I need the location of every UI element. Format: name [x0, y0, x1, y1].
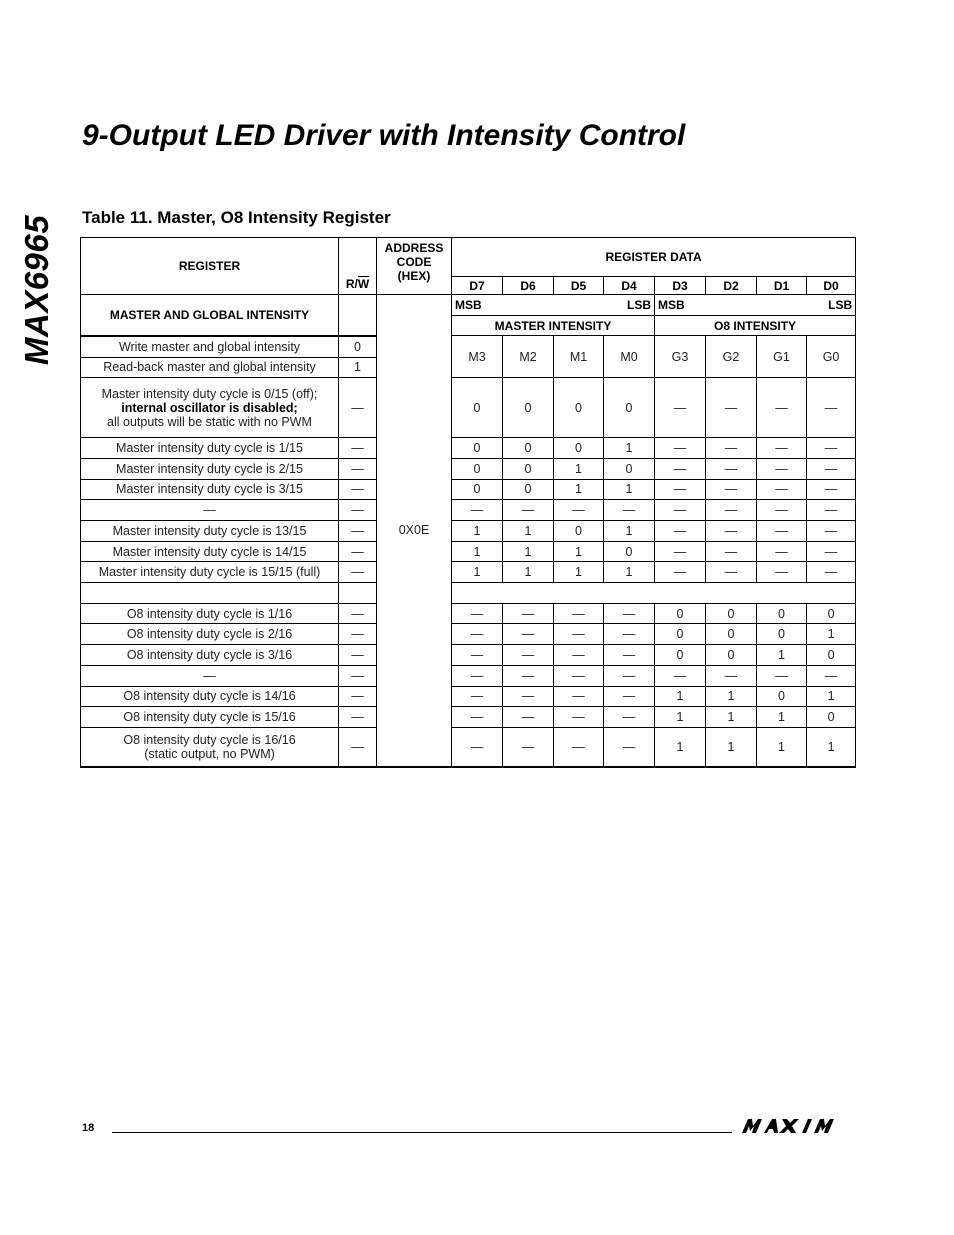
- bit-cell: —: [757, 378, 807, 438]
- row-description-line1: Master intensity duty cycle is 0/15 (off);: [101, 386, 318, 401]
- bit-cell: —: [452, 686, 503, 707]
- bit-cell: —: [706, 521, 757, 542]
- bit-cell: —: [706, 438, 757, 459]
- header-address: [377, 238, 452, 295]
- bit-cell: 0: [706, 603, 757, 624]
- bit-cell: G3: [655, 336, 706, 378]
- header-bit-d0: D0: [807, 277, 856, 295]
- bit-cell: 0: [452, 479, 503, 500]
- row-rw: —: [339, 707, 377, 728]
- row-description: Write master and global intensity: [81, 336, 339, 357]
- bit-cell: —: [554, 645, 604, 666]
- row-description: —: [81, 500, 339, 521]
- bit-cell: —: [503, 727, 554, 767]
- header-rw: [339, 238, 377, 295]
- row-description: O8 intensity duty cycle is 3/16: [81, 645, 339, 666]
- bit-cell: —: [604, 665, 655, 686]
- bit-cell: 1: [604, 438, 655, 459]
- table-row: [81, 479, 856, 500]
- row-rw: —: [339, 562, 377, 583]
- bit-cell: —: [706, 562, 757, 583]
- row-description: Master intensity duty cycle is 15/15 (full): [81, 562, 339, 583]
- bit-cell: M0: [604, 336, 655, 378]
- o8-msb: MSB: [658, 297, 685, 312]
- bit-cell: —: [554, 727, 604, 767]
- o8-intensity-label: O8 INTENSITY: [655, 315, 856, 336]
- bit-cell: 1: [503, 521, 554, 542]
- header-bit-d5: D5: [554, 277, 604, 295]
- bit-cell: —: [655, 541, 706, 562]
- header-bit-d6: D6: [503, 277, 554, 295]
- bit-cell: 1: [706, 727, 757, 767]
- row-description: Master intensity duty cycle is 14/15: [81, 541, 339, 562]
- bit-cell: 0: [604, 541, 655, 562]
- bit-cell: 0: [807, 707, 856, 728]
- header-rw-w: $\overline{W}$: [357, 277, 370, 291]
- bit-cell: 1: [604, 521, 655, 542]
- document-title: 9-Output LED Driver with Intensity Control: [82, 119, 686, 152]
- bit-cell: —: [706, 541, 757, 562]
- master-msb-lsb: [452, 295, 655, 316]
- maxim-logo-icon: [742, 1115, 854, 1137]
- bit-cell: M1: [554, 336, 604, 378]
- side-product-label: [12, 210, 62, 370]
- table-row: [81, 378, 856, 438]
- master-lsb: LSB: [627, 297, 651, 312]
- row-rw: —: [339, 458, 377, 479]
- row-description: [81, 583, 339, 604]
- row-rw: —: [339, 438, 377, 459]
- bit-cell: 0: [655, 624, 706, 645]
- row-rw: —: [339, 645, 377, 666]
- bit-cell: 0: [757, 603, 807, 624]
- table-row: [81, 541, 856, 562]
- bit-cell: —: [655, 479, 706, 500]
- maxim-logo-text: MAXIM: [798, 1136, 802, 1137]
- row-rw: —: [339, 603, 377, 624]
- bit-cell: 1: [604, 479, 655, 500]
- bit-cell: 1: [807, 686, 856, 707]
- bit-cell: —: [757, 438, 807, 459]
- row-rw: —: [339, 665, 377, 686]
- bit-cell: 0: [554, 438, 604, 459]
- bit-cell: 0: [452, 438, 503, 459]
- bit-cell: —: [807, 378, 856, 438]
- bit-cell: G1: [757, 336, 807, 378]
- header-rw-r: R/: [345, 277, 358, 291]
- header-bit-d4: D4: [604, 277, 655, 295]
- bit-cell: —: [554, 665, 604, 686]
- row-description: O8 intensity duty cycle is 1/16: [81, 603, 339, 624]
- row-description: Master intensity duty cycle is 13/15: [81, 521, 339, 542]
- table-row: [81, 603, 856, 624]
- bit-cell: —: [452, 707, 503, 728]
- row-description: Master intensity duty cycle is 3/15: [81, 479, 339, 500]
- bit-cell: 1: [807, 624, 856, 645]
- table-row: [81, 707, 856, 728]
- bit-cell: G0: [807, 336, 856, 378]
- bit-cell: M2: [503, 336, 554, 378]
- bit-cell: —: [503, 707, 554, 728]
- row-description-line2: internal oscillator is disabled;: [121, 400, 298, 415]
- row-description-line3: all outputs will be static with no PWM: [107, 414, 312, 429]
- bit-cell: —: [757, 521, 807, 542]
- header-register-data: REGISTER DATA: [452, 238, 856, 277]
- header-bit-d2: D2: [706, 277, 757, 295]
- bit-cell: —: [452, 624, 503, 645]
- bit-cell: —: [604, 603, 655, 624]
- table-row: [81, 645, 856, 666]
- bit-cell: 0: [706, 645, 757, 666]
- bit-cell: —: [452, 603, 503, 624]
- bit-cell: —: [604, 624, 655, 645]
- address-code-cell: 0X0E: [377, 295, 452, 767]
- master-msb: MSB: [455, 297, 482, 312]
- bit-cell: 1: [452, 541, 503, 562]
- row-rw: [339, 583, 377, 604]
- bit-cell: 1: [655, 727, 706, 767]
- bit-cell-blank: [452, 583, 856, 604]
- section-title: MASTER AND GLOBAL INTENSITY: [81, 295, 339, 336]
- maxim-logo-letters: [742, 1119, 834, 1133]
- footer-rule: [112, 1132, 732, 1133]
- bit-cell: 1: [452, 562, 503, 583]
- bit-cell: —: [807, 438, 856, 459]
- bit-cell: 0: [604, 378, 655, 438]
- bit-cell: —: [503, 645, 554, 666]
- bit-cell: —: [554, 603, 604, 624]
- bit-cell: —: [503, 686, 554, 707]
- bit-cell: —: [706, 458, 757, 479]
- table-row: [81, 665, 856, 686]
- bit-cell: —: [807, 521, 856, 542]
- bit-cell: 0: [655, 603, 706, 624]
- bit-cell: —: [604, 500, 655, 521]
- bit-cell: 1: [706, 707, 757, 728]
- row-description: [81, 727, 339, 767]
- bit-cell: 0: [503, 479, 554, 500]
- bit-cell: —: [503, 665, 554, 686]
- o8-lsb: LSB: [828, 297, 853, 312]
- bit-cell: —: [655, 378, 706, 438]
- bit-cell: 1: [807, 727, 856, 767]
- header-address-line3: (HEX): [397, 269, 431, 283]
- bit-cell: —: [706, 378, 757, 438]
- o8-msb-lsb: [655, 295, 856, 316]
- row-rw: —: [339, 686, 377, 707]
- bit-cell: 1: [757, 645, 807, 666]
- bit-cell: —: [604, 727, 655, 767]
- bit-cell: 0: [807, 603, 856, 624]
- table-row: [81, 727, 856, 767]
- bit-cell: 0: [554, 521, 604, 542]
- bit-cell: —: [554, 686, 604, 707]
- row-description: —: [81, 665, 339, 686]
- bit-cell: —: [757, 458, 807, 479]
- side-product-label-text: MAX6965: [18, 214, 55, 366]
- row-description: Master intensity duty cycle is 2/15: [81, 458, 339, 479]
- row-description-line1: O8 intensity duty cycle is 16/16: [123, 732, 296, 747]
- header-bit-d1: D1: [757, 277, 807, 295]
- bit-cell: —: [706, 665, 757, 686]
- row-description: [81, 378, 339, 438]
- bit-cell: —: [554, 624, 604, 645]
- bit-cell: —: [452, 665, 503, 686]
- row-rw: —: [339, 500, 377, 521]
- bit-cell: 0: [503, 458, 554, 479]
- bit-cell: 0: [503, 438, 554, 459]
- bit-cell: G2: [706, 336, 757, 378]
- bit-cell: —: [503, 624, 554, 645]
- header-register: REGISTER: [81, 238, 339, 295]
- table-row: [81, 562, 856, 583]
- bit-cell: 0: [706, 624, 757, 645]
- bit-cell: 1: [503, 562, 554, 583]
- bit-cell: —: [655, 665, 706, 686]
- bit-cell: —: [554, 707, 604, 728]
- bit-cell: —: [807, 562, 856, 583]
- row-rw: —: [339, 624, 377, 645]
- table-row: [81, 458, 856, 479]
- row-rw: —: [339, 378, 377, 438]
- bit-cell: 0: [503, 378, 554, 438]
- table-row: [81, 438, 856, 459]
- bit-cell: —: [604, 686, 655, 707]
- bit-cell: —: [604, 707, 655, 728]
- row-description-line2: (static output, no PWM): [144, 746, 275, 761]
- table-row: [81, 500, 856, 521]
- table-caption: Table 11. Master, O8 Intensity Register: [82, 208, 391, 227]
- bit-cell: 0: [757, 624, 807, 645]
- bit-cell: 1: [757, 727, 807, 767]
- bit-cell: —: [655, 562, 706, 583]
- bit-cell: 0: [807, 645, 856, 666]
- row-rw: —: [339, 521, 377, 542]
- row-description: O8 intensity duty cycle is 2/16: [81, 624, 339, 645]
- table-row: [81, 336, 856, 357]
- table-row: [81, 521, 856, 542]
- bit-cell: —: [807, 458, 856, 479]
- header-address-line2: CODE: [396, 255, 432, 269]
- row-description: O8 intensity duty cycle is 14/16: [81, 686, 339, 707]
- row-description: Read-back master and global intensity: [81, 357, 339, 378]
- bit-cell: —: [655, 458, 706, 479]
- bit-cell: 1: [554, 458, 604, 479]
- bit-cell: —: [452, 500, 503, 521]
- bit-cell: —: [807, 541, 856, 562]
- table-row: [81, 686, 856, 707]
- bit-cell: —: [706, 479, 757, 500]
- bit-cell: —: [757, 500, 807, 521]
- row-description: O8 intensity duty cycle is 15/16: [81, 707, 339, 728]
- bit-cell: 0: [452, 378, 503, 438]
- bit-cell: 1: [554, 479, 604, 500]
- bit-cell: —: [452, 645, 503, 666]
- row-rw: —: [339, 727, 377, 767]
- bit-cell: —: [655, 521, 706, 542]
- bit-cell: —: [757, 541, 807, 562]
- row-description: Master intensity duty cycle is 1/15: [81, 438, 339, 459]
- table-row-separator: [81, 583, 856, 604]
- bit-cell: —: [503, 603, 554, 624]
- bit-cell: —: [452, 727, 503, 767]
- header-bit-d3: D3: [655, 277, 706, 295]
- bit-cell: —: [757, 562, 807, 583]
- bit-cell: 1: [503, 541, 554, 562]
- bit-cell: —: [655, 438, 706, 459]
- bit-cell: M3: [452, 336, 503, 378]
- header-address-line1: ADDRESS: [384, 241, 444, 255]
- bit-cell: 0: [452, 458, 503, 479]
- bit-cell: 1: [554, 562, 604, 583]
- bit-cell: —: [757, 479, 807, 500]
- bit-cell: 1: [604, 562, 655, 583]
- bit-cell: 0: [554, 378, 604, 438]
- bit-cell: —: [604, 645, 655, 666]
- row-rw: 0: [339, 336, 377, 357]
- bit-cell: —: [554, 500, 604, 521]
- bit-cell: 1: [452, 521, 503, 542]
- row-rw: 1: [339, 357, 377, 378]
- page-number: 18: [82, 1122, 95, 1134]
- bit-cell: 1: [655, 686, 706, 707]
- section-rw-blank: [339, 295, 377, 336]
- bit-cell: 1: [757, 707, 807, 728]
- header-bit-d7: D7: [452, 277, 503, 295]
- bit-cell: —: [655, 500, 706, 521]
- bit-cell: 1: [706, 686, 757, 707]
- bit-cell: —: [706, 500, 757, 521]
- bit-cell: —: [503, 500, 554, 521]
- bit-cell: —: [807, 665, 856, 686]
- bit-cell: 1: [554, 541, 604, 562]
- intensity-register-table: [80, 237, 856, 768]
- bit-cell: 1: [655, 707, 706, 728]
- bit-cell: —: [807, 500, 856, 521]
- bit-cell: —: [757, 665, 807, 686]
- row-rw: —: [339, 541, 377, 562]
- bit-cell: 0: [604, 458, 655, 479]
- row-rw: —: [339, 479, 377, 500]
- table-row: [81, 624, 856, 645]
- bit-cell: 0: [757, 686, 807, 707]
- master-intensity-label: MASTER INTENSITY: [452, 315, 655, 336]
- bit-cell: 0: [655, 645, 706, 666]
- bit-cell: —: [807, 479, 856, 500]
